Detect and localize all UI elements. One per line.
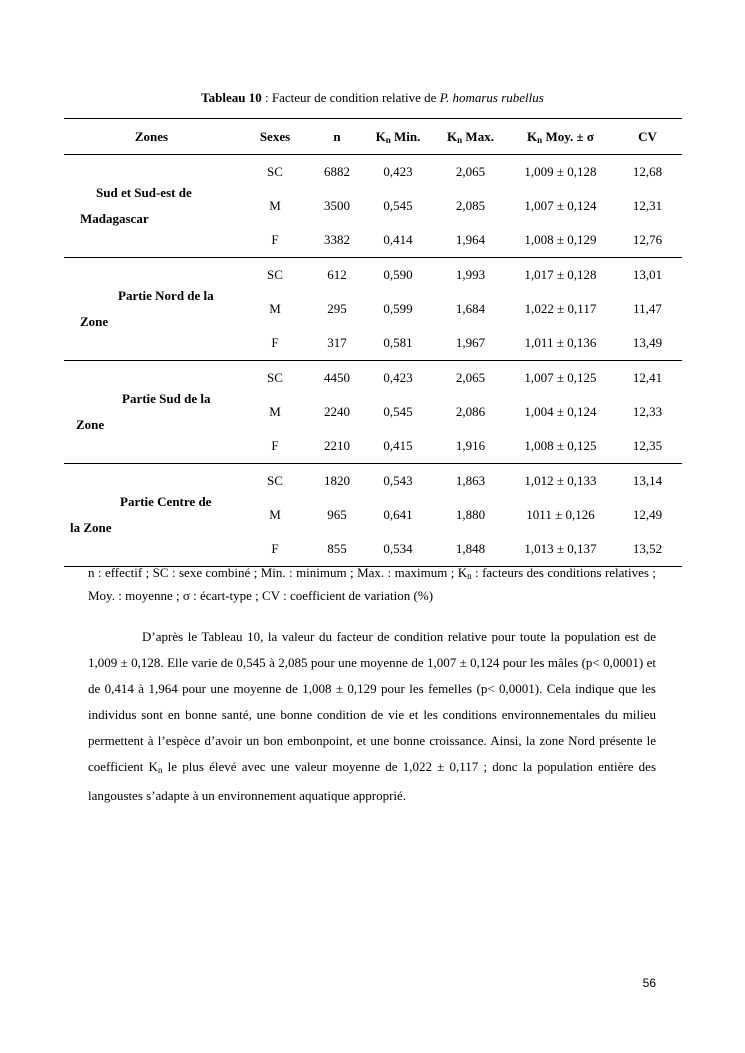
paragraph-text: D’après le Tableau 10, la valeur du facteur de condition relative pour toute la population est de 1,009 ± 0,128. Elle varie de 0,545 à 2,085 pour une moyenne de 1,007 ± 0,124 pour les mâles (p< 0,0001) et de 0,414 à 1,964 pour une moyenne de 1,008 ± 0,129 pour les femelles (p< 0,0001). Cela indique que les individus sont en bonne santé, une bonne condition de vie et les conditions environnementales du milieu permettent à l’espèce d’avoir un bon embonpoint, et une bonne croissance. Ainsi, la zone Nord présente le coefficient $K_n$ le plus élevé avec une valeur moyenne de 1,022 ± 0,117 ; donc la population entière des langoustes s’adapte à un environnement aquatique approprié. [88, 629, 657, 803]
cell-min: 0,534 [363, 532, 433, 567]
cell-n: 4450 [324, 370, 350, 385]
table-header-row [64, 119, 682, 155]
cell-sexe: F [239, 532, 311, 567]
cell-n: 612 [327, 267, 347, 282]
header-kn-max: $K_n$ Max. [433, 119, 508, 155]
footnote-text-b: : facteurs des conditions relatives ; Moy. : moyenne ; σ : écart-type ; CV : coefficient de variation (%) [88, 565, 657, 603]
zone-line-2: Madagascar [80, 211, 149, 226]
cell-sexe: M [269, 301, 281, 316]
zone-line-1: Sud et Sud-est de [96, 185, 192, 200]
table-row [64, 258, 682, 293]
cell-cv: 12,76 [613, 223, 682, 258]
cell-sexe: SC [267, 370, 283, 385]
cell-min: 0,414 [363, 223, 433, 258]
cell-max: 2,085 [455, 198, 486, 213]
cell-moy: 1,013 ± 0,137 [508, 532, 613, 567]
cell-moy: 1,009 ± 0,128 [524, 164, 597, 179]
cell-cv: 11,47 [633, 301, 662, 316]
cell-max: 2,065 [455, 370, 486, 385]
table-caption [64, 89, 681, 107]
cell-min: 0,545 [383, 404, 413, 419]
cell-cv: 13,01 [632, 267, 663, 282]
caption-label: Tableau 10 [201, 90, 262, 105]
cell-sexe: SC [267, 473, 283, 488]
cell-n: 1820 [324, 473, 350, 488]
cell-cv: 12,35 [613, 429, 682, 464]
cell-moy: 1011 ± 0,126 [526, 507, 595, 522]
cell-moy: 1,007 ± 0,124 [524, 198, 597, 213]
cell-n: 6882 [324, 164, 350, 179]
cell-sexe: F [239, 429, 311, 464]
zone-cell [64, 258, 239, 361]
cell-max: 1,880 [455, 507, 486, 522]
header-kn-moy: $K_n$ Moy. ± σ [508, 119, 613, 155]
cell-n: 3500 [324, 198, 350, 213]
cell-n: 2240 [324, 404, 350, 419]
cell-cv: 13,14 [632, 473, 663, 488]
cell-min: 0,543 [383, 473, 413, 488]
cell-max: 2,086 [455, 404, 486, 419]
cell-sexe: F [239, 223, 311, 258]
cell-sexe: M [269, 507, 281, 522]
cell-sexe: M [269, 404, 281, 419]
header-n: n [311, 119, 363, 155]
cell-sexe: SC [267, 164, 283, 179]
cell-cv: 13,52 [613, 532, 682, 567]
cell-max: 1,863 [455, 473, 486, 488]
cell-sexe: F [239, 326, 311, 361]
header-cv: CV [613, 119, 682, 155]
cell-moy: 1,017 ± 0,128 [524, 267, 597, 282]
table-row [64, 155, 682, 190]
cell-min: 0,545 [383, 198, 413, 213]
header-sexes: Sexes [239, 119, 311, 155]
zone-line-2: Zone [80, 314, 109, 329]
cell-n: 855 [311, 532, 363, 567]
cell-n: 965 [327, 507, 347, 522]
cell-moy: 1,008 ± 0,129 [508, 223, 613, 258]
cell-cv: 12,49 [632, 507, 663, 522]
cell-min: 0,599 [383, 301, 413, 316]
cell-cv: 12,68 [632, 164, 663, 179]
header-zones: Zones [64, 119, 239, 155]
cell-max: 1,916 [433, 429, 508, 464]
caption-species: P. homarus rubellus [439, 90, 544, 105]
cell-moy: 1,022 ± 0,117 [524, 301, 597, 316]
cell-min: 0,415 [363, 429, 433, 464]
cell-min: 0,581 [363, 326, 433, 361]
page-number: 56 [642, 976, 656, 990]
cell-moy: 1,008 ± 0,125 [508, 429, 613, 464]
zone-line-1: Partie Nord de la [118, 288, 214, 303]
zone-line-1: Partie Centre de [120, 494, 212, 509]
cell-max: 1,967 [433, 326, 508, 361]
cell-n: 317 [311, 326, 363, 361]
cell-max: 1,848 [433, 532, 508, 567]
cell-sexe: SC [267, 267, 283, 282]
cell-max: 2,065 [455, 164, 486, 179]
caption-text: : Facteur de condition relative de [261, 90, 440, 105]
footnote-text-a: n : effectif ; SC : sexe combiné ; Min. : minimum ; Max. : maximum ; K [88, 565, 468, 580]
cell-min: 0,423 [383, 164, 413, 179]
table-row [64, 464, 682, 499]
cell-cv: 12,31 [632, 198, 663, 213]
cell-sexe: M [269, 198, 281, 213]
cell-max: 1,993 [455, 267, 486, 282]
body-paragraph [88, 624, 656, 809]
zone-cell [64, 464, 239, 567]
table-row [64, 361, 682, 396]
zone-line-1: Partie Sud de la [122, 391, 211, 406]
zone-cell [64, 155, 239, 258]
cell-moy: 1,004 ± 0,124 [524, 404, 597, 419]
table-footnote [88, 563, 656, 605]
cell-n: 2210 [311, 429, 363, 464]
cell-min: 0,641 [383, 507, 413, 522]
cell-n: 3382 [311, 223, 363, 258]
zone-cell [64, 361, 239, 464]
cell-max: 1,964 [433, 223, 508, 258]
cell-cv: 13,49 [613, 326, 682, 361]
footnote-sub: n [467, 571, 472, 581]
cell-n: 295 [327, 301, 347, 316]
header-kn-min: $K_n$ Min. [363, 119, 433, 155]
cell-moy: 1,007 ± 0,125 [524, 370, 597, 385]
cell-min: 0,423 [383, 370, 413, 385]
cell-moy: 1,011 ± 0,136 [508, 326, 613, 361]
cell-min: 0,590 [383, 267, 413, 282]
cell-cv: 12,41 [632, 370, 663, 385]
zone-line-2: Zone [76, 417, 105, 432]
zone-line-2: la Zone [70, 520, 112, 535]
cell-max: 1,684 [455, 301, 486, 316]
cell-cv: 12,33 [632, 404, 663, 419]
condition-factor-table [64, 118, 682, 567]
cell-moy: 1,012 ± 0,133 [524, 473, 597, 488]
